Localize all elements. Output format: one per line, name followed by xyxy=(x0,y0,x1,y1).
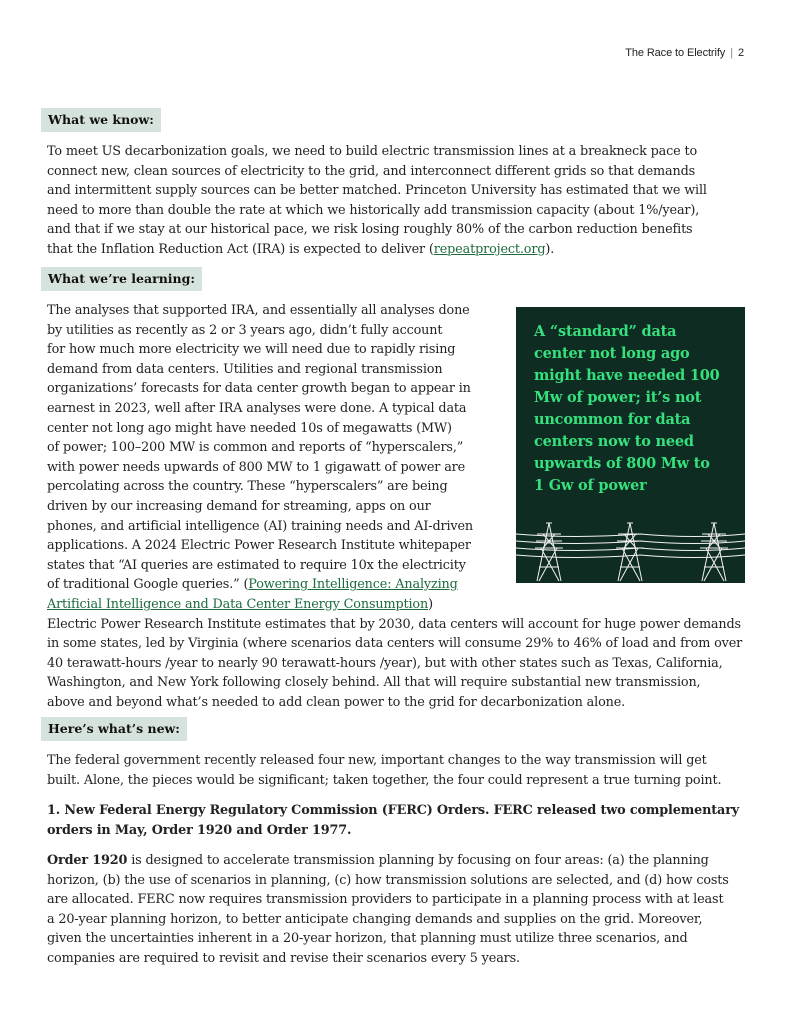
item-1-heading xyxy=(47,801,747,840)
callout-text xyxy=(534,321,734,497)
callout-line: center not long ago xyxy=(534,345,690,362)
text-line: of power; 100–200 MW is common and reports of “hyperscalers,” xyxy=(47,440,464,456)
powering-intelligence-link[interactable]: Powering Intelligence: Analyzing xyxy=(248,577,458,593)
text-line: connect new, clean sources of electricity to the grid, and interconnect different grids so that demands xyxy=(47,163,696,179)
text-segment: that the Inflation Reduction Act (IRA) is expected to deliver ( xyxy=(47,241,434,257)
text-line: percolating across the country. These “hyperscalers” are being xyxy=(47,479,448,495)
text-line: phones, and artificial intelligence (AI) training needs and AI-driven xyxy=(47,518,474,534)
order-1920-lead: Order 1920 xyxy=(47,853,128,868)
powering-intelligence-link-cont[interactable]: Artificial Intelligence and Data Center Energy Consumption xyxy=(47,596,429,612)
page-number: 2 xyxy=(737,47,744,59)
text-line: The federal government recently released four new, important changes to the way transmission will get xyxy=(47,753,707,768)
text-line: center not long ago might have needed 10s of megawatts (MW) xyxy=(47,420,452,436)
text-line: horizon, (b) the use of scenarios in planning, (c) how transmission solutions are selected, and (d) how costs xyxy=(47,872,729,888)
callout-line: 1 Gw of power xyxy=(534,477,647,494)
paragraph-order-1920 xyxy=(47,851,747,969)
text-line: by utilities as recently as 2 or 3 years ago, didn’t fully account xyxy=(47,322,443,338)
text-line: for how much more electricity we will need due to rapidly rising xyxy=(47,342,456,358)
paragraph-what-we-know xyxy=(47,142,747,260)
text-line: and intermittent supply sources can be better matched. Princeton University has estimated that we will xyxy=(47,183,707,199)
text-line: The analyses that supported IRA, and essentially all analyses done xyxy=(47,303,470,318)
callout-line: Mw of power; it’s not xyxy=(534,389,702,406)
section-label-what-were-learning: What we’re learning: xyxy=(41,267,202,291)
text-line: given the uncertainties inherent in a 20-year horizon, that planning must utilize three scenarios, and xyxy=(47,931,688,947)
text-line: organizations’ forecasts for data center growth began to appear in xyxy=(47,381,471,397)
text-line: Washington, and New York following closely behind. All that will require substantial new transmission, xyxy=(47,675,701,691)
text-line: 1. New Federal Energy Regulatory Commission (FERC) Orders. FERC released two complementary xyxy=(47,803,740,818)
text-line: orders in May, Order 1920 and Order 1977. xyxy=(47,822,352,838)
text-line: driven by our increasing demand for streaming, apps on our xyxy=(47,498,431,514)
text-line: Electric Power Research Institute estimates that by 2030, data centers will account for huge power demands xyxy=(47,616,741,632)
callout-line: centers now to need xyxy=(534,433,694,450)
text-line: with power needs upwards of 800 MW to 1 gigawatt of power are xyxy=(47,459,466,475)
callout-line: upwards of 800 Mw to xyxy=(534,455,710,472)
text-line xyxy=(47,851,747,871)
document-title: The Race to Electrify xyxy=(625,47,726,59)
callout-line: might have needed 100 xyxy=(534,367,720,384)
text-segment: ) xyxy=(428,596,433,612)
callout-line: A “standard” data xyxy=(534,323,677,340)
repeatproject-link[interactable]: repeatproject.org xyxy=(433,241,546,257)
callout-line: uncommon for data xyxy=(534,411,691,428)
text-line: a 20-year planning horizon, to better anticipate changing demands and supplies on the grid. Moreover, xyxy=(47,911,703,927)
text-line: built. Alone, the pieces would be significant; taken together, the four could represent a true turning point. xyxy=(47,772,722,788)
text-line: companies are required to revisit and revise their scenarios every 5 years. xyxy=(47,950,520,966)
section-label-what-we-know: What we know: xyxy=(41,108,161,132)
text-segment: of traditional Google queries.” ( xyxy=(47,577,249,593)
text-line: need to more than double the rate at which we historically add transmission capacity (about 1%/year), xyxy=(47,202,700,218)
text-line xyxy=(47,595,747,615)
callout-box xyxy=(516,307,745,583)
text-line: earnest in 2023, well after IRA analyses were done. A typical data xyxy=(47,400,467,416)
text-line: and that if we stay at our historical pace, we risk losing roughly 80% of the carbon reduction benefits xyxy=(47,222,693,238)
text-line: in some states, led by Virginia (where scenarios data centers will consume 29% to 46% of load and from over xyxy=(47,636,743,652)
text-line: are allocated. FERC now requires transmission providers to participate in a planning process with at least xyxy=(47,892,724,908)
text-line: 40 terawatt-hours /year to nearly 90 terawatt-hours /year), but with other states such as Texas, California, xyxy=(47,655,723,671)
text-segment: ). xyxy=(545,241,555,257)
transmission-towers-icon xyxy=(516,517,745,583)
page-header xyxy=(625,47,744,59)
section-label-heres-whats-new: Here’s what’s new: xyxy=(41,717,187,741)
text-line: applications. A 2024 Electric Power Research Institute whitepaper xyxy=(47,538,471,554)
text-segment: is designed to accelerate transmission planning by focusing on four areas: (a) the planning xyxy=(127,853,709,868)
text-line: above and beyond what’s needed to add clean power to the grid for decarbonization alone. xyxy=(47,694,626,710)
text-line: demand from data centers. Utilities and regional transmission xyxy=(47,361,443,377)
header-separator: | xyxy=(730,47,733,59)
text-line xyxy=(47,240,747,260)
text-line: states that “AI queries are estimated to require 10x the electricity xyxy=(47,557,466,573)
text-line: To meet US decarbonization goals, we need to build electric transmission lines at a breakneck pace to xyxy=(47,144,698,159)
paragraph-heres-whats-new xyxy=(47,751,747,790)
